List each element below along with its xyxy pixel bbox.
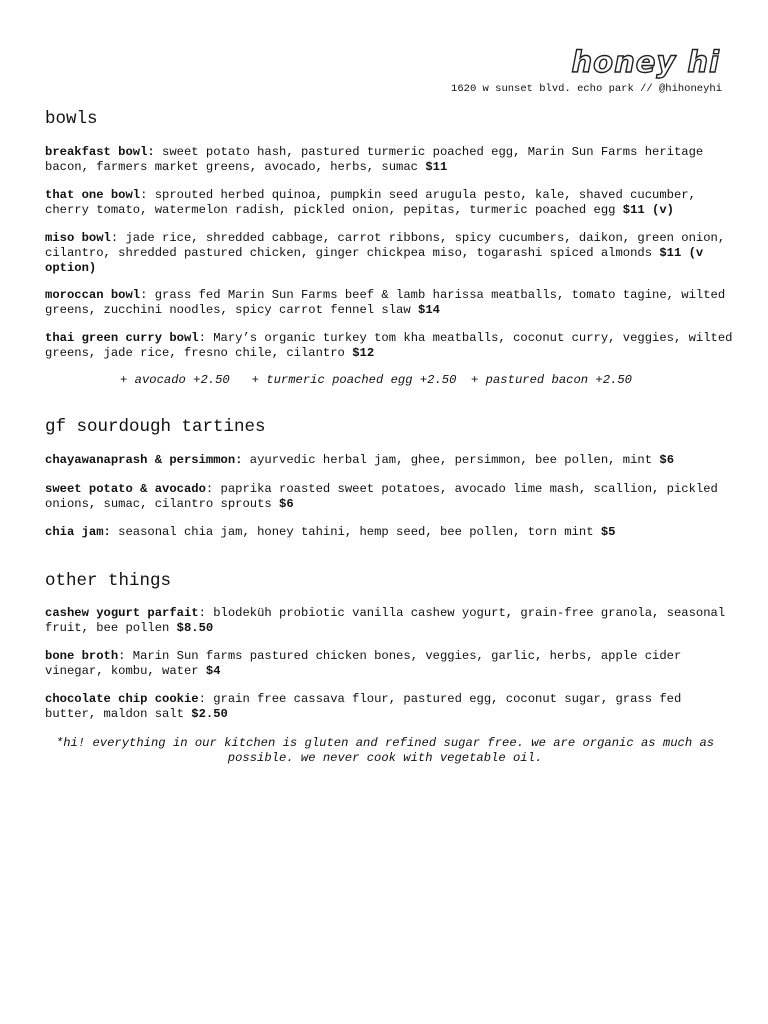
item-name: breakfast bowl: <box>45 145 155 159</box>
menu-item <box>45 692 735 722</box>
menu-item <box>45 188 735 218</box>
item-price: $5 <box>600 525 616 539</box>
item-description: ayurvedic herbal jam, ghee, persimmon, bee pollen, mint <box>242 453 660 467</box>
menu-item <box>45 649 735 679</box>
menu-item <box>45 145 735 175</box>
item-description: : Mary’s organic turkey tom kha meatballs, coconut curry, veggies, wilted greens, jade rice, fresno chile, cilantro <box>45 331 733 360</box>
section-title-other: other things <box>45 571 172 591</box>
item-description: : grain free cassava flour, pastured egg, coconut sugar, grass fed butter, maldon salt <box>45 692 682 721</box>
item-price: $8.50 <box>176 620 214 635</box>
footnote: *hi! everything in our kitchen is gluten and refined sugar free. we are organic as much as possible. we never cook with vegetable oil. <box>55 736 715 765</box>
item-name: moroccan bowl <box>45 288 141 302</box>
item-name: chocolate chip cookie <box>45 692 199 706</box>
item-name: sweet potato & avocado <box>45 482 206 496</box>
section-title-bowls: bowls <box>45 109 98 129</box>
menu-item <box>45 288 735 318</box>
item-price: $11 (v option) <box>45 245 704 275</box>
item-description: : paprika roasted sweet potatoes, avocado lime mash, scallion, pickled onions, sumac, cilantro sprouts <box>45 482 718 511</box>
brand-logo: honey hi <box>571 45 720 79</box>
item-description: : jade rice, shredded cabbage, carrot ribbons, spicy cucumbers, daikon, green onion, cilantro, shredded pastured chicken, ginger chickpea miso, togarashi spiced almonds <box>45 231 726 260</box>
menu-item <box>45 331 735 361</box>
item-name: cashew yogurt parfait <box>45 606 199 620</box>
item-price: $6 <box>659 453 675 467</box>
item-price: $12 <box>352 345 375 360</box>
menu-item <box>45 453 735 468</box>
item-name: chia jam: <box>45 525 111 539</box>
item-price: $11 (v) <box>622 202 674 217</box>
item-name: miso bowl <box>45 231 111 245</box>
item-description: : grass fed Marin Sun Farms beef & lamb harissa meatballs, tomato tagine, wilted greens, zucchini noodles, spicy carrot fennel slaw <box>45 288 726 317</box>
item-name: that one bowl <box>45 188 141 202</box>
menu-item <box>45 525 735 540</box>
address-line: 1620 w sunset blvd. echo park // @hihoneyhi <box>451 83 722 95</box>
item-price: $14 <box>418 302 440 317</box>
item-name: chayawanaprash & persimmon: <box>45 453 243 467</box>
item-price: $4 <box>205 663 221 678</box>
section-title-tartines: gf sourdough tartines <box>45 417 266 437</box>
item-name: thai green curry bowl <box>45 331 199 345</box>
menu-item <box>45 482 735 512</box>
item-description: : sprouted herbed quinoa, pumpkin seed arugula pesto, kale, shaved cucumber, cherry tomato, watermelon radish, pickled onion, pepitas, turmeric poached egg <box>45 188 696 217</box>
addons-line: + avocado +2.50 + turmeric poached egg +2.50 + pastured bacon +2.50 <box>120 373 632 387</box>
item-name: bone broth <box>45 649 119 663</box>
item-description: : blodeküh probiotic vanilla cashew yogurt, grain-free granola, seasonal fruit, bee pollen <box>45 606 726 635</box>
item-price: $11 <box>425 159 448 174</box>
item-price: $6 <box>279 496 294 511</box>
item-description: seasonal chia jam, honey tahini, hemp seed, bee pollen, torn mint <box>110 525 601 539</box>
item-description: sweet potato hash, pastured turmeric poached egg, Marin Sun Farms heritage bacon, farmers market greens, avocado, herbs, sumac <box>45 145 704 174</box>
menu-item <box>45 231 735 275</box>
item-price: $2.50 <box>191 706 228 721</box>
menu-item <box>45 606 735 636</box>
item-description: : Marin Sun farms pastured chicken bones, veggies, garlic, herbs, apple cider vinegar, kombu, water <box>45 649 682 678</box>
